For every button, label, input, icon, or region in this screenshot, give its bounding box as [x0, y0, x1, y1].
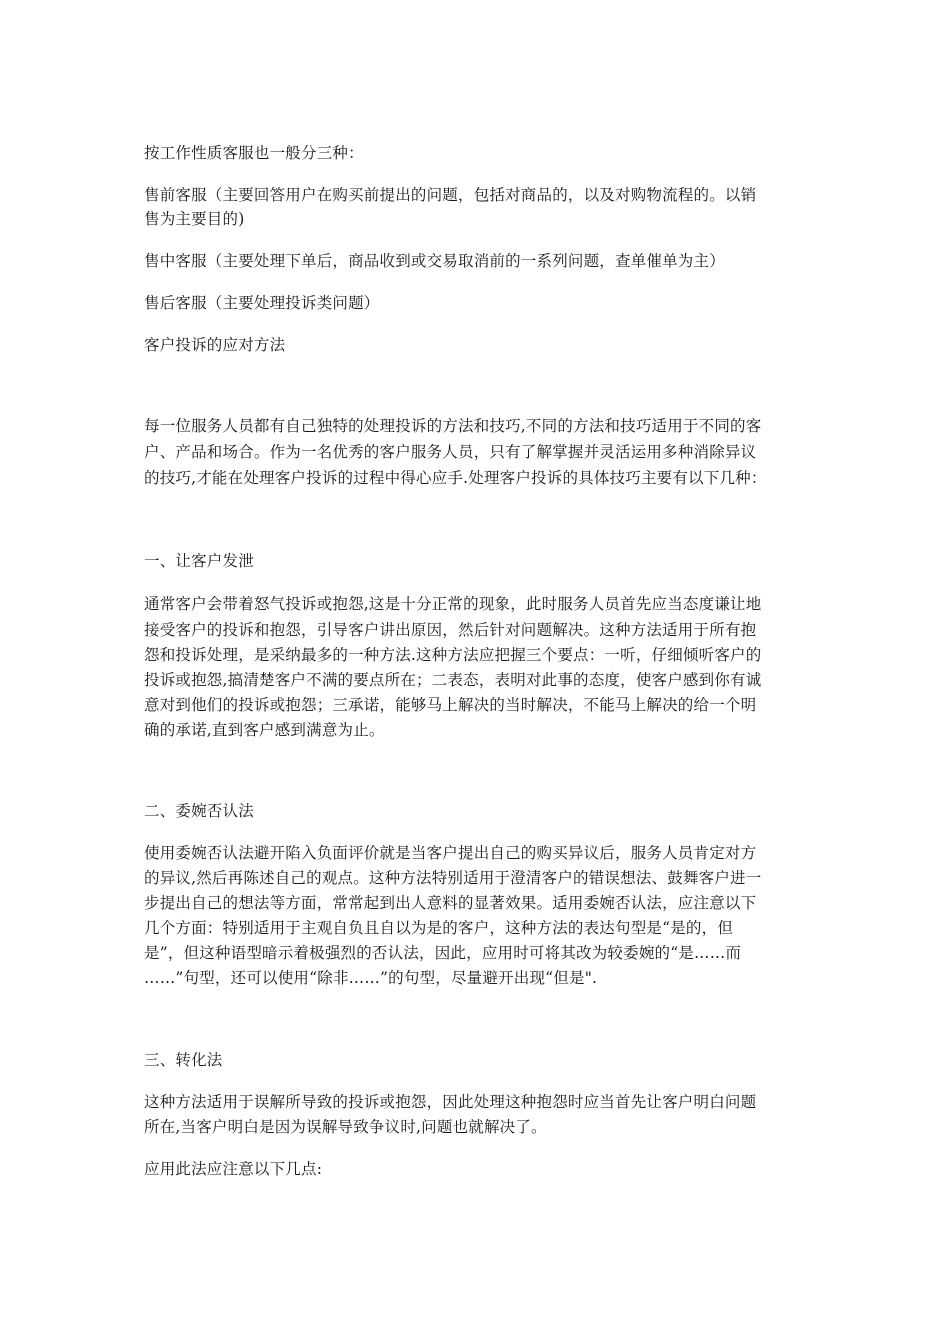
section-2-line-5: 是”，但这种语型暗示着极强烈的否认法，因此，应用时可将其改为较委婉的“是……而	[144, 944, 742, 962]
section-1-line-3: 怨和投诉处理，是采纳最多的一种方法.这种方法应把握三个要点：一听，仔细倾听客户的	[144, 646, 762, 664]
section-1-line-4: 投诉或抱怨,搞清楚客户不满的要点所在；二表态，表明对此事的态度，使客户感到你有诚	[144, 671, 762, 689]
section-2-line-2: 的异议,然后再陈述自己的观点。这种方法特别适用于澄清客户的错误想法、鼓舞客户进一	[144, 869, 762, 887]
in-sale-line: 售中客服（主要处理下单后，商品收到或交易取消前的一系列问题，查单催单为主）	[144, 252, 725, 270]
section-1-line-1: 通常客户会带着怒气投诉或抱怨,这是十分正常的现象，此时服务人员首先应当态度谦让地	[144, 595, 762, 613]
section-2-line-4: 几个方面：特别适用于主观自负且自以为是的客户，这种方法的表达句型是“是的，但	[144, 919, 734, 937]
intro-line: 按工作性质客服也一般分三种：	[144, 144, 364, 162]
section-3-note: 应用此法应注意以下几点:	[144, 1160, 323, 1178]
pre-sale-line-1: 售前客服（主要回答用户在购买前提出的问题，包括对商品的，以及对购物流程的。以销	[144, 186, 757, 204]
section-2-line-6: ……”句型，还可以使用“除非……”的句型，尽量避开出现“但是".	[144, 969, 598, 987]
intro-paragraph-line-2: 户、产品和场合。作为一名优秀的客户服务人员，只有了解掌握并灵活运用多种消除异议	[144, 443, 757, 461]
section-1-heading: 一、让客户发泄	[144, 552, 254, 570]
intro-paragraph-line-3: 的技巧,才能在处理客户投诉的过程中得心应手.处理客户投诉的具体技巧主要有以下几种：	[144, 469, 767, 487]
section-3-line-1: 这种方法适用于误解所导致的投诉或抱怨，因此处理这种抱怨时应当首先让客户明白问题	[144, 1093, 757, 1111]
section-1-line-6: 确的承诺,直到客户感到满意为止。	[144, 721, 385, 739]
section-1-line-5: 意对到他们的投诉或抱怨；三承诺，能够马上解决的当时解决，不能马上解决的给一个明	[144, 696, 757, 714]
intro-paragraph-line-1: 每一位服务人员都有自己独特的处理投诉的方法和技巧,不同的方法和技巧适用于不同的客	[144, 417, 762, 435]
complaint-heading: 客户投诉的应对方法	[144, 336, 286, 354]
section-1-line-2: 接受客户的投诉和抱怨，引导客户讲出原因，然后针对问题解决。这种方法适用于所有抱	[144, 621, 757, 639]
pre-sale-line-2: 售为主要目的)	[144, 210, 245, 228]
section-3-heading: 三、转化法	[144, 1051, 223, 1069]
section-2-line-3: 步提出自己的想法等方面，常常起到出人意料的显著效果。适用委婉否认法，应注意以下	[144, 894, 757, 912]
section-3-line-2: 所在,当客户明白是因为误解导致争议时,问题也就解决了。	[144, 1118, 547, 1136]
after-sale-line: 售后客服（主要处理投诉类问题）	[144, 294, 380, 312]
section-2-heading: 二、委婉否认法	[144, 802, 254, 820]
section-2-line-1: 使用委婉否认法避开陷入负面评价就是当客户提出自己的购买异议后，服务人员肯定对方	[144, 844, 757, 862]
